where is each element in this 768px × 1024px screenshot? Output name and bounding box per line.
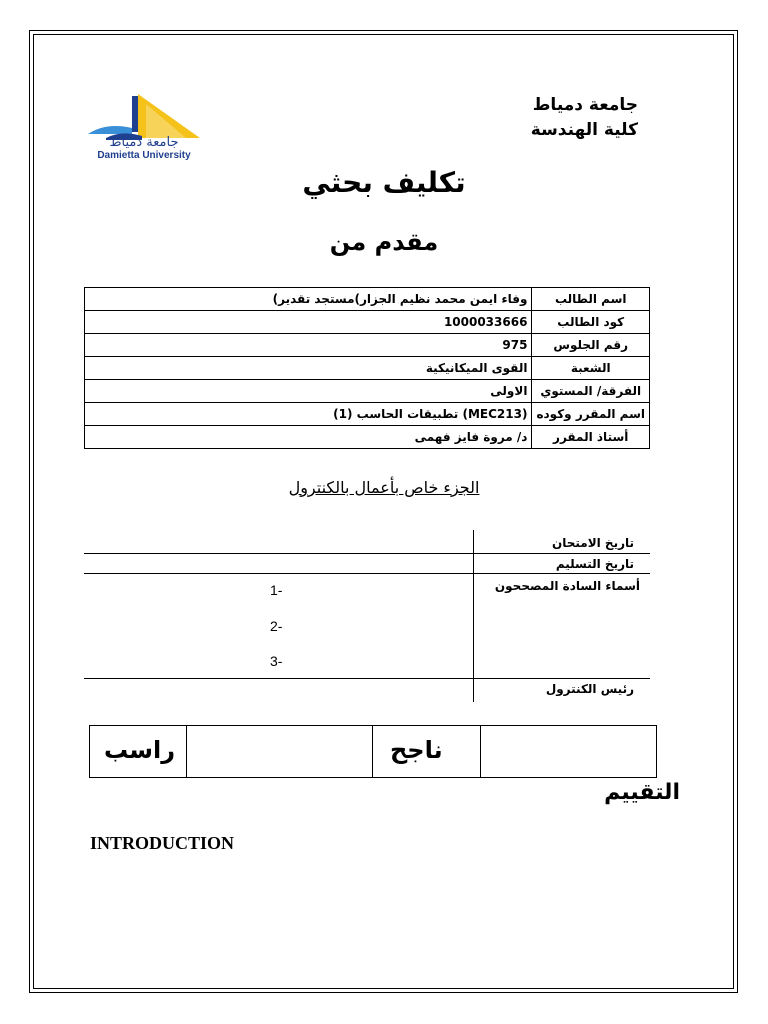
grading-cell-divider: [186, 726, 187, 777]
row-label: اسم الطالب: [532, 288, 650, 311]
row-value: الاولى: [85, 380, 532, 403]
row-label: اسم المقرر وكوده: [532, 403, 650, 426]
table-row: [85, 426, 650, 449]
table-row: [85, 334, 650, 357]
row-label: رقم الجلوس: [532, 334, 650, 357]
control-section-heading: الجزء خاص بأعمال بالكنترول: [288, 478, 480, 497]
exam-date-label: تاريخ الامتحان: [551, 536, 634, 550]
row-label: الفرقة/ المستوي: [532, 380, 650, 403]
row-value: القوى الميكانيكية: [85, 357, 532, 380]
delivery-date-label: تاريخ التسليم: [555, 557, 634, 571]
university-name: جامعة دمياط: [532, 95, 638, 115]
evaluation-label: التقييم: [604, 780, 680, 805]
table-row: [85, 311, 650, 334]
control-divider: [84, 553, 650, 554]
grading-cell-divider: [372, 726, 373, 777]
control-divider: [84, 678, 650, 679]
row-value: (MEC213) تطبيقات الحاسب (1): [85, 403, 532, 426]
control-head-label: رئيس الكنترول: [545, 682, 634, 696]
row-value: 1000033666: [85, 311, 532, 334]
row-value: وفاء ايمن محمد نظيم الجزار)مستجد تقدير): [85, 288, 532, 311]
corrector-slot-2: 2-: [270, 618, 283, 634]
corrector-slot-1: 1-: [270, 582, 283, 598]
corrector-slot-3: 3-: [270, 653, 283, 669]
logo-caption-english: Damietta University: [97, 150, 191, 161]
grading-cell-divider: [480, 726, 481, 777]
row-label: أستاذ المقرر: [532, 426, 650, 449]
table-row: [85, 288, 650, 311]
control-divider: [84, 573, 650, 574]
fail-label: راسب: [104, 736, 176, 764]
control-divider-vertical: [473, 530, 474, 702]
table-row: [85, 357, 650, 380]
document-subtitle: مقدم من: [329, 228, 439, 256]
faculty-name: كلية الهندسة: [530, 120, 638, 140]
document-title: تكليف بحثي: [302, 166, 466, 199]
correctors-label: أسماء السادة المصححون: [494, 579, 640, 593]
pass-label: ناجح: [390, 736, 443, 764]
row-label: الشعبة: [532, 357, 650, 380]
row-label: كود الطالب: [532, 311, 650, 334]
table-row: [85, 403, 650, 426]
student-info-table: [84, 287, 650, 449]
introduction-heading: INTRODUCTION: [90, 833, 235, 853]
row-value: 975: [85, 334, 532, 357]
logo-caption-arabic: جامعة دمياط: [109, 135, 179, 150]
row-value: د/ مروة فايز فهمى: [85, 426, 532, 449]
table-row: [85, 380, 650, 403]
university-header: [531, 93, 638, 143]
grading-box: [89, 725, 657, 778]
